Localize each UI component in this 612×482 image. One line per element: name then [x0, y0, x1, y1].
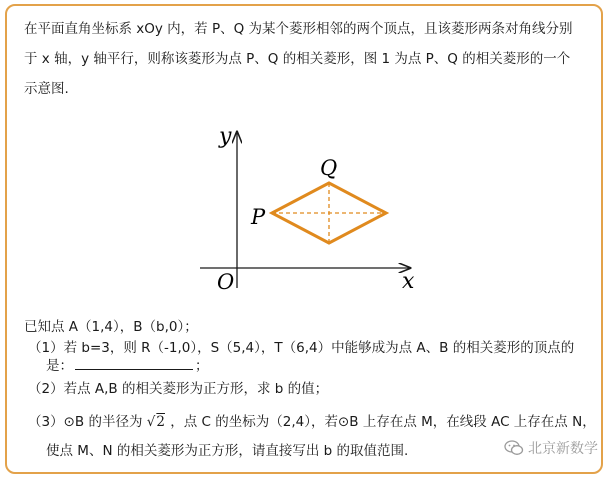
q1-answer-prefix: 是： — [46, 358, 73, 374]
q1-line-2 — [46, 357, 209, 375]
watermark — [504, 438, 598, 458]
q1-answer-blank[interactable] — [75, 357, 193, 370]
intro-line-1: 在平面直角坐标系 xOy 内，若 P、Q 为某个菱形相邻的两个顶点，且该菱形两条对角线分别 — [24, 21, 573, 37]
axis-x-label: x — [402, 269, 415, 294]
given-line: 已知点 A（1,4），B（b,0）； — [24, 319, 198, 335]
q3-line-2: 使点 M、N 的相关菱形为正方形，请直接写出 b 的取值范围. — [46, 443, 409, 459]
sqrt-expression — [147, 414, 166, 430]
wechat-icon — [504, 440, 524, 456]
intro-line-2: 于 x 轴，y 轴平行，则称该菱形为点 P、Q 的相关菱形，图 1 为点 P、Q 的相关菱形的一个 — [24, 51, 571, 67]
q1-line-1: （1）若 b=3，则 R（-1,0），S（5,4），T（6,4）中能够成为点 A、B 的相关菱形的顶点的 — [28, 340, 575, 356]
intro-line-3: 示意图. — [24, 81, 69, 97]
sqrt-symbol: √ — [146, 414, 156, 430]
q3-suffix: ，点 C 的坐标为（2,4），若⊙B 上存在点 M，在线段 AC 上存在点 N， — [170, 414, 596, 430]
watermark-text: 北京新数学 — [528, 441, 598, 457]
q3-prefix: （3）⊙B 的半径为 — [28, 414, 143, 430]
q3-line-1 — [28, 413, 596, 431]
q1-answer-suffix: ； — [195, 358, 209, 374]
sqrt-value: 2 — [156, 414, 165, 430]
q2-line: （2）若点 A,B 的相关菱形为正方形，求 b 的值； — [28, 381, 329, 397]
axis-y-label: y — [219, 124, 232, 149]
point-q-label: Q — [320, 156, 338, 180]
point-p-label: P — [251, 205, 266, 229]
origin-label: O — [217, 270, 235, 294]
